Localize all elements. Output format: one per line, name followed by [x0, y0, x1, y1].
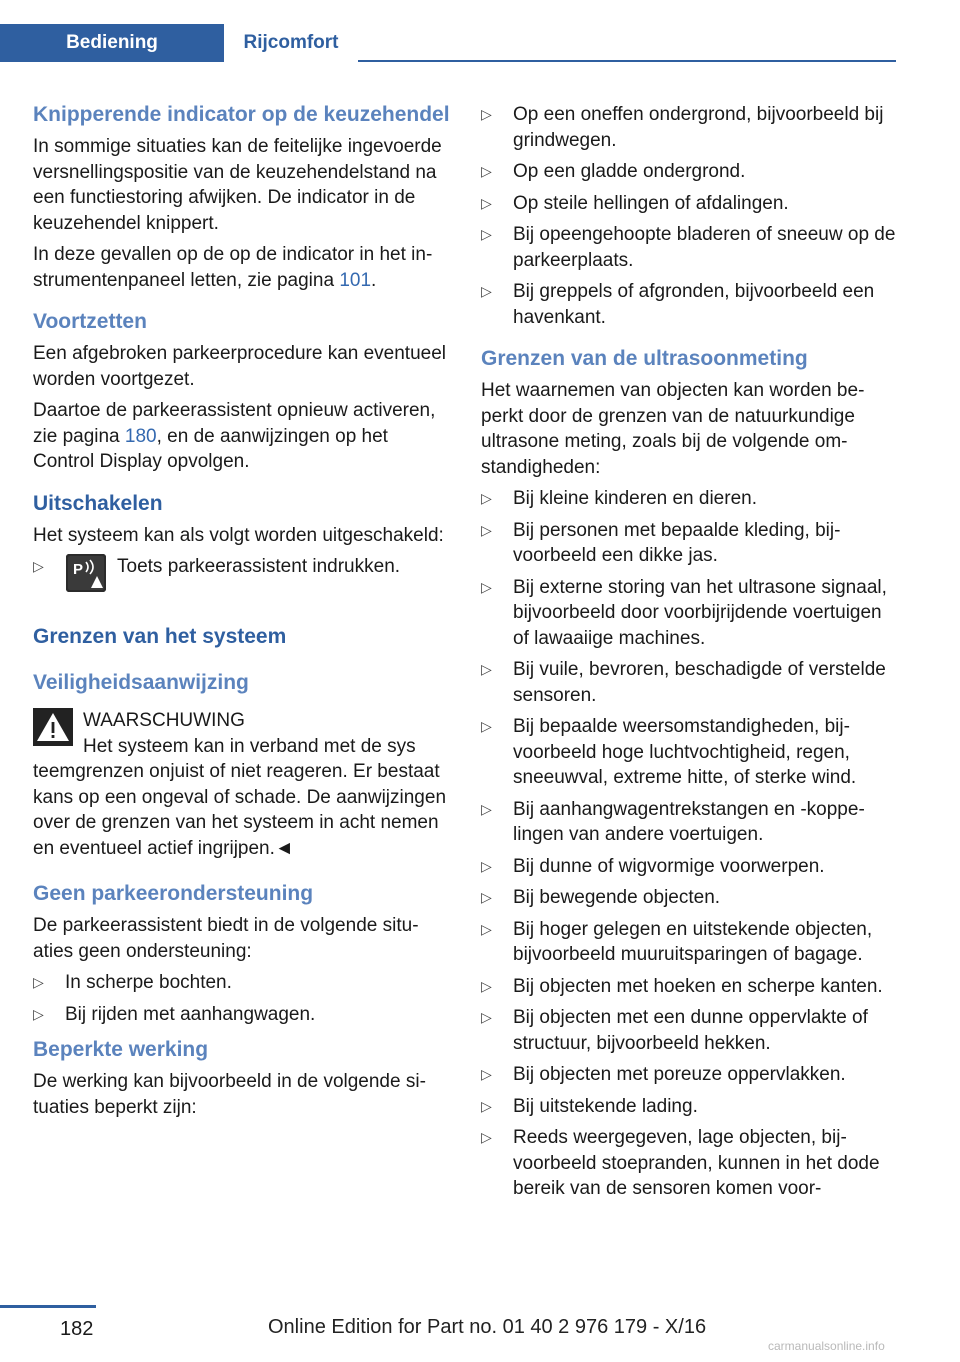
section-title: Veiligheidsaanwijzing [33, 671, 249, 694]
footer-rule [0, 1305, 96, 1308]
list-item-text: Bij dunne of wigvormige voorwerpen. [513, 855, 825, 877]
warning-box [33, 708, 451, 861]
paragraph [33, 398, 451, 475]
list-item [481, 974, 897, 1000]
paragraph [33, 242, 451, 293]
chapter-tab-bar [0, 24, 896, 62]
list-item-text: Bij opeengehoopte bladeren of sneeuw op de parkeerplaats. [513, 224, 896, 271]
bullet-triangle-icon: ▷ [481, 800, 492, 817]
section-voortzetten [33, 309, 451, 475]
list-item-text: Op steile hellingen of afdalingen. [513, 192, 789, 214]
bullet-triangle-icon: ▷ [481, 490, 492, 506]
tab-bediening[interactable]: Bediening [0, 24, 224, 62]
page-link-101[interactable]: 101 [339, 269, 372, 291]
tab-rijcomfort[interactable]: Rijcomfort [224, 24, 358, 62]
section-veiligheidsaanwijzing [33, 670, 451, 861]
list-item [481, 797, 897, 848]
list-item [481, 1062, 897, 1088]
paragraph: Een afgebroken parkeerprocedure kan eventueel worden voortgezet. [33, 343, 447, 390]
list-item-text: Bij aanhangwagentrekstangen en -koppelingen van andere voertuigen. [513, 798, 865, 845]
list-item [33, 970, 451, 996]
list-item-text: Bij bepaalde weersomstandigheden, bijvoorbeeld hoge luchtvochtigheid, regen, sneeuwval, extreme hitte, of sterke wind. [513, 716, 857, 788]
watermark: carmanualsonline.info [768, 1339, 885, 1353]
page-link-180[interactable]: 180 [124, 425, 157, 447]
warning-text: teemgrenzen onjuist of niet reageren. Er bestaat kans op een ongeval of schade. De aanwijzingen over de grenzen van het systeem in acht nemen en eventueel actief ingrijpen.◄ [33, 761, 447, 859]
bullet-triangle-icon: ▷ [481, 163, 492, 179]
list-item-text: Bij objecten met een dunne oppervlakte of structuur, bijvoorbeeld hekken. [513, 1007, 868, 1054]
list-item [481, 714, 897, 791]
bullet-triangle-icon: ▷ [481, 521, 492, 538]
list-item [481, 518, 897, 569]
warning-svg [33, 708, 73, 746]
list-item-text: In scherpe bochten. [65, 972, 232, 993]
bullet-triangle-icon: ▷ [481, 106, 492, 122]
section-geen-parkeerondersteuning [33, 881, 451, 1027]
bullet-triangle-icon: ▷ [481, 920, 492, 937]
list-item-text: Bij vuile, bevroren, beschadigde of verstelde sensoren. [513, 659, 886, 706]
paragraph: Het waarnemen van objecten kan worden beperkt door de grenzen van de natuurkundige ultrasone meting, zoals bij de volgende omstandigheden: [481, 380, 865, 478]
list-item [481, 854, 897, 880]
bullet-triangle-icon: ▷ [481, 578, 492, 595]
list-item-text: Bij objecten met hoeken en scherpe kanten. [513, 975, 883, 997]
section-uitschakelen [33, 491, 451, 599]
list-item-text: Bij uitstekende lading. [513, 1095, 698, 1117]
bullet-list-ultrasoon [481, 486, 897, 1202]
bullet-triangle-icon: ▷ [33, 974, 44, 990]
page-number: 182 [60, 1318, 94, 1340]
paragraph: Het systeem kan als volgt worden uitgeschakeld: [33, 524, 444, 546]
list-item-text: Op een gladde ondergrond. [513, 161, 746, 182]
bullet-triangle-icon: ▷ [481, 857, 492, 874]
list-item [481, 279, 897, 330]
bullet-triangle-icon: ▷ [481, 1009, 492, 1025]
bullet-triangle-icon: ▷ [481, 889, 492, 905]
bullet-triangle-icon: ▷ [481, 1129, 492, 1145]
section-title: Uitschakelen [33, 491, 163, 515]
warning-label: WAARSCHUWING [83, 710, 245, 731]
key-instruction [33, 554, 451, 598]
list-item [481, 486, 897, 512]
section-title: Beperkte werking [33, 1038, 209, 1061]
park-assist-button-icon [66, 554, 106, 592]
bullet-triangle-icon: ▷ [481, 977, 492, 994]
section-title-grenzen-systeem: Grenzen van het systeem [33, 625, 287, 648]
list-item-text: Reeds weergegeven, lage objecten, bijvoorbeeld stoepranden, kunnen in het dode bereik van de sensoren komen voor- [513, 1127, 880, 1199]
left-column [33, 102, 451, 1136]
bullet-triangle-icon: ▷ [481, 194, 492, 211]
paragraph-text: In deze gevallen op de op de indicator in het instrumentenpaneel letten, zie pagina [33, 244, 433, 291]
section-knipperende-indicator [33, 102, 451, 293]
section-grenzen-ultrasoonmeting [481, 346, 897, 480]
svg-text:P: P [73, 561, 84, 578]
bullet-triangle-icon: ▷ [481, 661, 492, 677]
paragraph: In sommige situaties kan de feitelijke ingevoerde versnellingspositie van de keuzehendelstand na een functiestoring afwijken. De indicator in de keuzehendel knippert. [33, 136, 442, 234]
list-item-text: Bij kleine kinderen en dieren. [513, 488, 757, 509]
list-item [481, 222, 897, 273]
section-beperkte-werking [33, 1037, 451, 1120]
bullet-triangle-icon: ▷ [481, 718, 492, 734]
paragraph-text: . [371, 269, 377, 291]
section-title: Knipperende indicator op de keuzehendel [33, 103, 450, 126]
bullet-triangle-icon: ▷ [481, 1066, 492, 1082]
section-title: Grenzen van de ultrasoonmeting [481, 347, 808, 370]
list-item [481, 159, 897, 185]
list-item [33, 1002, 451, 1028]
list-item-text: Bij objecten met poreuze oppervlakken. [513, 1064, 846, 1085]
bullet-triangle-icon: ▷ [481, 1097, 492, 1114]
list-item-text: Bij personen met bepaalde kleding, bijvoorbeeld een dikke jas. [513, 519, 841, 566]
paragraph-text: , en de aanwijzingen op het Control Display opvolgen. [33, 425, 388, 472]
key-instruction-text: Toets parkeerassistent indrukken. [117, 556, 401, 577]
bullet-list [33, 970, 451, 1027]
list-item-text: Op een oneffen ondergrond, bijvoorbeeld bij grindwegen. [513, 104, 884, 151]
list-item-text: Bij bewegende objecten. [513, 887, 721, 908]
list-item-text: Bij hoger gelegen en uitstekende objecten, bijvoorbeeld muuruitsparingen of bagage. [513, 918, 873, 965]
right-column [481, 102, 897, 1212]
list-item [481, 1094, 897, 1120]
bullet-triangle-icon: ▷ [481, 283, 492, 299]
edition-info: Online Edition for Part no. 01 40 2 976 179 - X/16 [268, 1316, 707, 1338]
list-item [481, 1005, 897, 1056]
section-title: Geen parkeerondersteuning [33, 882, 314, 905]
list-item [481, 102, 897, 153]
paragraph-text: Daartoe de parkeerassistent opnieuw activeren, zie pagina [33, 400, 436, 447]
bullet-triangle-icon: ▷ [481, 226, 492, 242]
list-item [481, 885, 897, 911]
list-item-text: Bij greppels of afgronden, bijvoorbeeld een havenkant. [513, 281, 875, 328]
list-item-text: Bij externe storing van het ultrasone signaal, bijvoorbeeld door voorbijrijdende voertuigen of lawaaiige machines. [513, 576, 887, 649]
list-item [481, 575, 897, 652]
list-item [481, 917, 897, 968]
bullet-triangle-icon: ▷ [33, 1005, 44, 1022]
list-item [481, 657, 897, 708]
warning-triangle-icon [33, 708, 73, 746]
bullet-list-beperkte-werking [481, 102, 897, 330]
section-title: Voortzetten [33, 310, 147, 333]
park-assist-svg [66, 554, 106, 592]
bullet-triangle-icon: ▷ [33, 558, 44, 574]
list-item [481, 191, 897, 217]
warning-first-line: Het systeem kan in verband met de sys [83, 735, 416, 757]
paragraph: De werking kan bijvoorbeeld in de volgende situaties beperkt zijn: [33, 1071, 426, 1118]
paragraph: De parkeerassistent biedt in de volgende situaties geen ondersteuning: [33, 915, 419, 962]
list-item-text: Bij rijden met aanhangwagen. [65, 1003, 316, 1025]
list-item [481, 1125, 897, 1202]
